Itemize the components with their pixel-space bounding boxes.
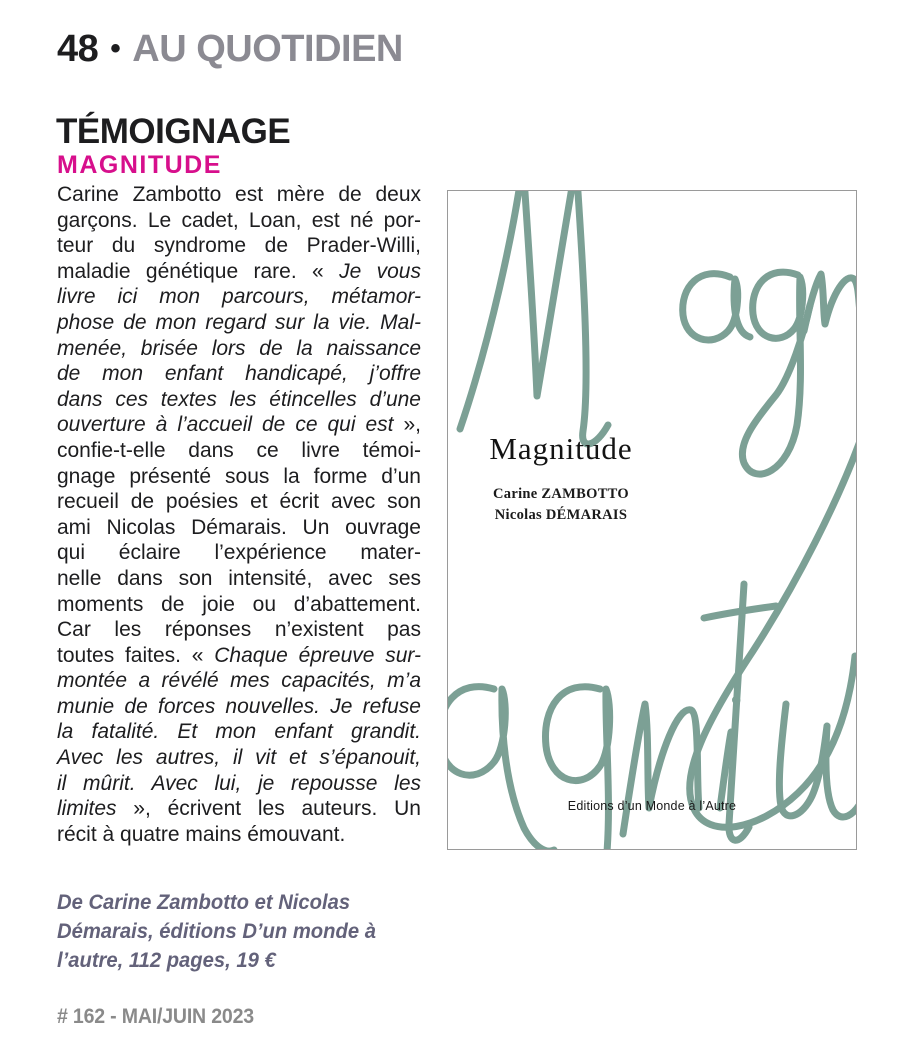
body-line: Carine Zambotto est mère de deux [57, 183, 421, 206]
page-number: 48 [57, 28, 99, 70]
article-body [57, 182, 421, 847]
body-line: teur du syndrome de Prader-Willi, [57, 234, 421, 258]
body-line: Avec les autres, il vit et s’épanouit, [57, 746, 421, 770]
body-line: limites », écrivent les auteurs. Un [57, 797, 421, 821]
body-line: moments de joie ou d’abattement. [57, 592, 421, 616]
article-kicker: TÉMOIGNAGE [56, 112, 291, 151]
body-line: de mon enfant handicapé, j’offre [57, 362, 421, 386]
credit-line: l’autre, 112 pages, 19 € [57, 948, 276, 972]
script-letter-n2 [623, 704, 699, 834]
body-line: ami Nicolas Démarais. Un ouvrage [57, 515, 421, 539]
page-header [57, 28, 403, 71]
body-line: Car les réponses n’existent pas [57, 618, 421, 642]
body-line: toutes faites. « Chaque épreuve sur- [57, 643, 422, 667]
body-line: phose de mon regard sur la vie. Mal- [57, 310, 421, 334]
body-line: maladie génétique rare. « Je vous [57, 259, 421, 283]
script-letter-g2 [545, 687, 609, 849]
body-line: nelle dans son intensité, avec ses [57, 566, 421, 590]
body-line: la fatalité. Et mon enfant grandit. [57, 720, 421, 744]
script-flourish [690, 441, 856, 827]
body-line: menée, brisée lors de la naissance [57, 336, 421, 360]
body-line: gnage présenté sous la forme d’un [57, 464, 421, 488]
script-letter-a [683, 274, 750, 340]
article-subtitle: MAGNITUDE [57, 151, 222, 179]
body-line: récit à quatre mains émouvant. [57, 822, 346, 846]
script-letter-g [742, 272, 810, 474]
issue-footer: # 162 - MAI/JUIN 2023 [57, 1005, 254, 1028]
cover-author: Nicolas DÉMARAIS [494, 507, 628, 523]
body-line: montée a révélé mes capacités, m’a [57, 669, 421, 693]
cover-publisher: Editions d’un Monde à l’Autre [567, 799, 737, 813]
body-line: il mûrit. Avec lui, je repousse les [57, 771, 421, 795]
cover-authors [448, 484, 674, 526]
body-line: munie de forces nouvelles. Je refuse [57, 694, 421, 718]
section-title: AU QUOTIDIEN [132, 28, 403, 70]
body-line: livre ici mon parcours, métamor- [57, 285, 421, 309]
body-line: dans ces textes les étincelles d’une [57, 387, 421, 411]
script-letter-M [460, 191, 608, 444]
book-cover [447, 190, 857, 850]
script-letter-n [804, 274, 856, 331]
script-letter-a2 [448, 687, 554, 849]
credit-line: De Carine Zambotto et Nicolas [57, 890, 351, 914]
body-line: recueil de poésies et écrit avec son [57, 490, 421, 514]
book-credit [57, 888, 376, 975]
body-line: confie-t-elle dans ce livre témoi- [57, 438, 421, 462]
cover-title: Magnitude [489, 431, 633, 466]
body-line: qui éclaire l’expérience mater- [57, 541, 421, 565]
cover-author: Carine ZAMBOTTO [493, 486, 629, 502]
body-line: garçons. Le cadet, Loan, est né por- [57, 208, 421, 232]
bullet-separator: • [110, 32, 121, 65]
body-line: ouverture à l’accueil de ce qui est », [57, 413, 421, 437]
credit-line: Démarais, éditions D’un monde à [57, 919, 376, 943]
